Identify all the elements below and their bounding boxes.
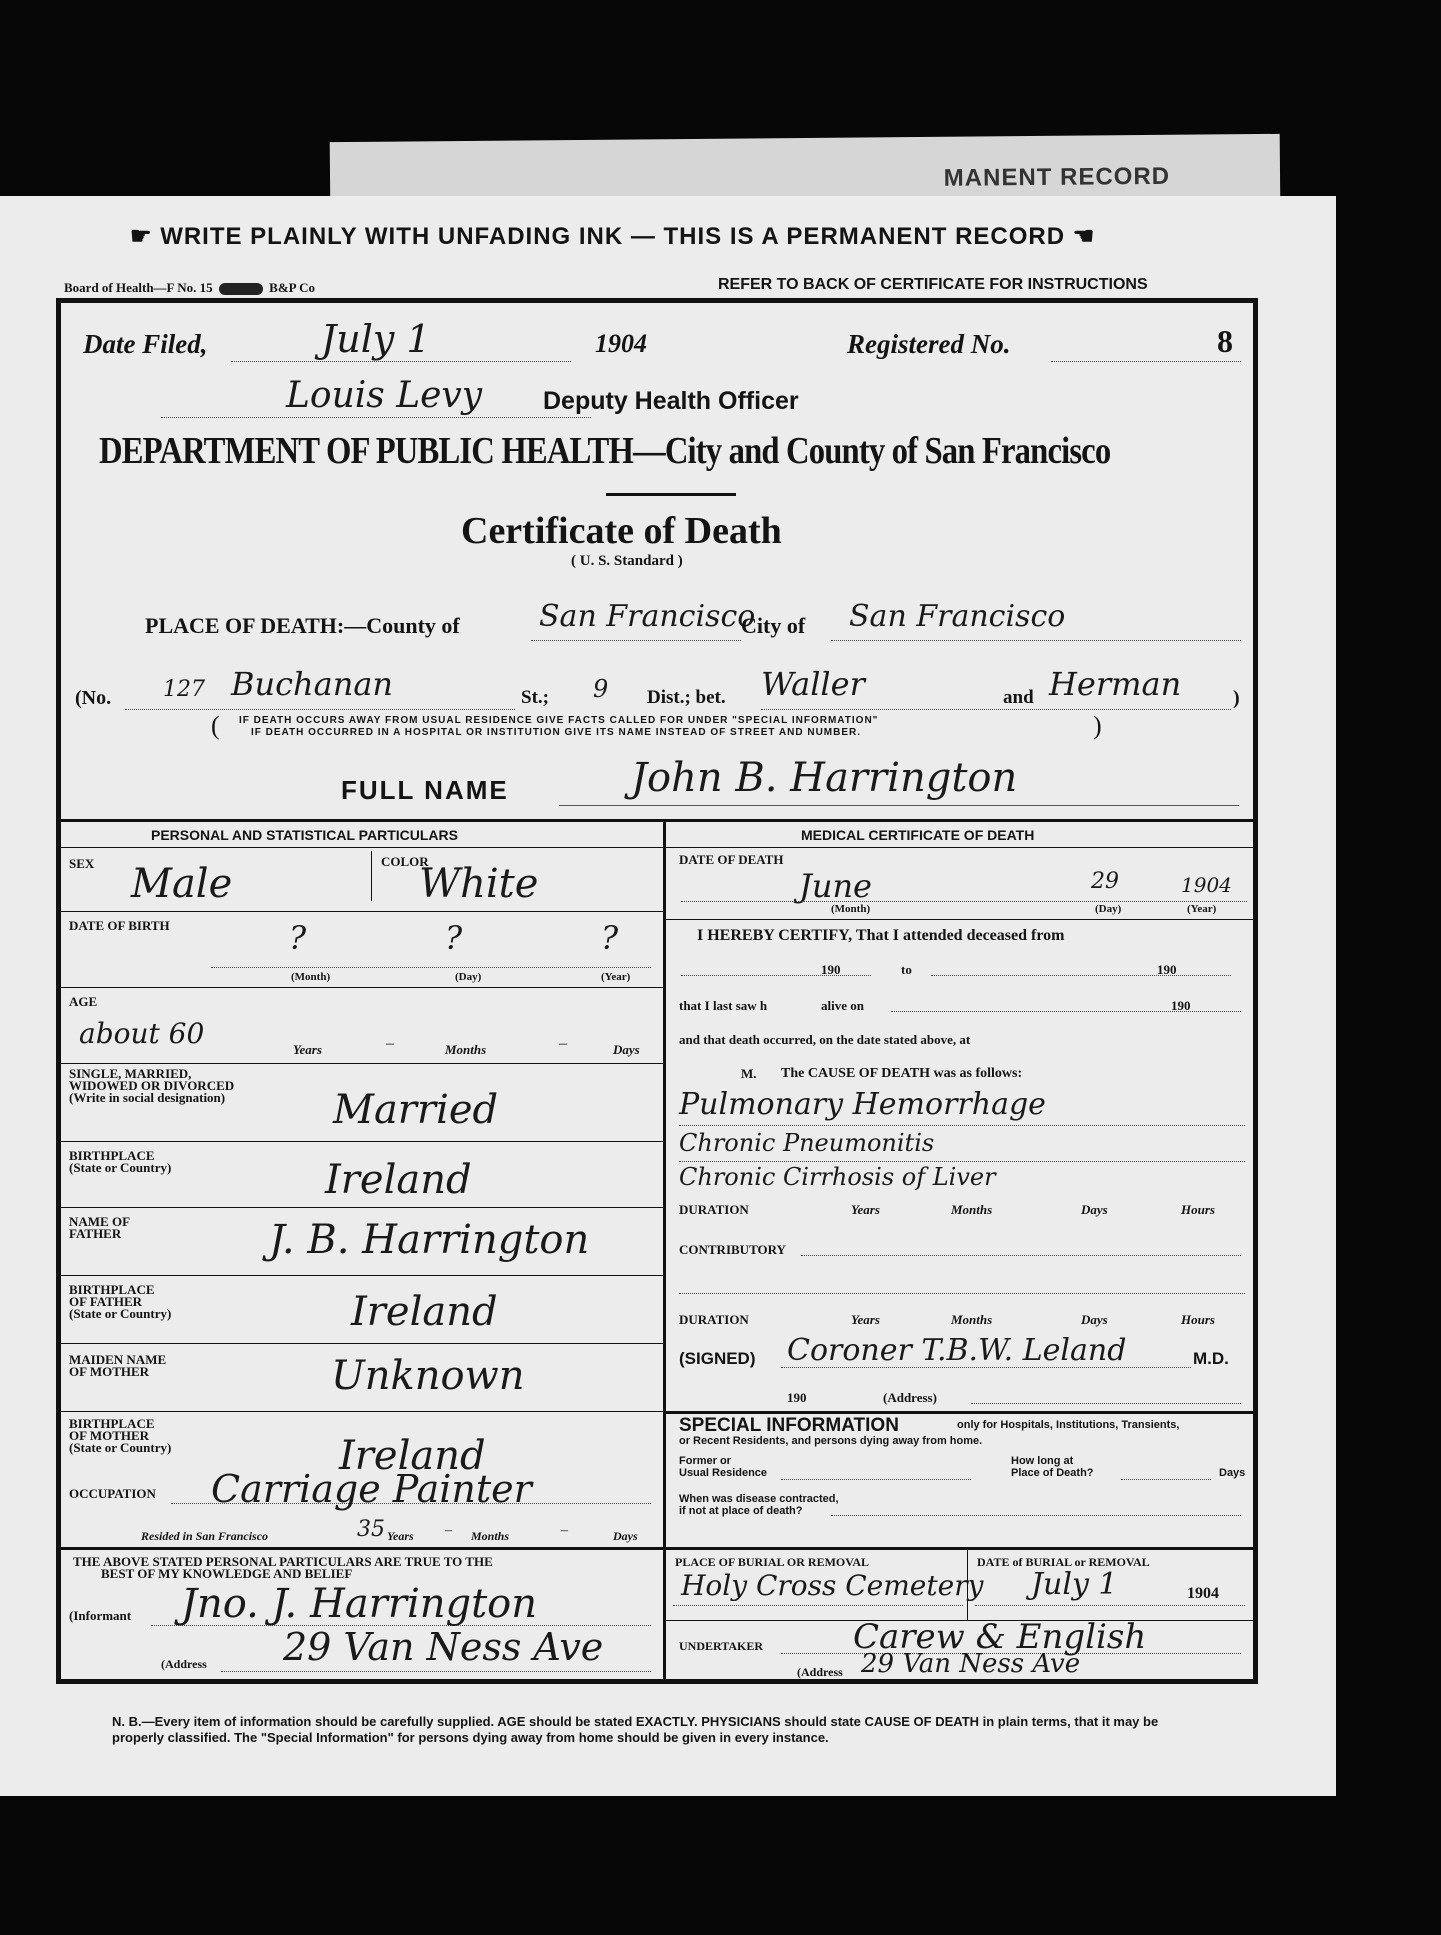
undertaker-address-label: (Address bbox=[797, 1665, 843, 1679]
birthplace-label-2: (State or Country) bbox=[69, 1160, 172, 1175]
between-street-2: Herman bbox=[1049, 665, 1182, 703]
resided-label: Resided in San Francisco bbox=[141, 1529, 269, 1543]
occupation-label: OCCUPATION bbox=[69, 1486, 156, 1501]
district-value: 9 bbox=[593, 675, 609, 703]
ink-banner bbox=[130, 222, 1095, 251]
informant-address-label: (Address bbox=[161, 1657, 207, 1671]
last-saw-label: that I last saw h bbox=[679, 998, 768, 1013]
duration-years-2: Years bbox=[851, 1312, 880, 1327]
mother-birthplace-label-1: BIRTHPLACE bbox=[69, 1416, 155, 1431]
duration-years: Years bbox=[851, 1202, 880, 1217]
death-day-caption: (Day) bbox=[1095, 903, 1122, 915]
between-street-1: Waller bbox=[761, 665, 865, 703]
color-value: White bbox=[419, 861, 539, 907]
occurred-line: and that death occurred, on the date stated above, at bbox=[679, 1032, 971, 1047]
mother-label-1: MAIDEN NAME bbox=[69, 1352, 167, 1367]
pointing-hand-icon: ☛ bbox=[130, 223, 161, 250]
undertaker-address-value: 29 Van Ness Ave bbox=[861, 1649, 1081, 1679]
sex-label: SEX bbox=[69, 856, 95, 871]
place-of-death-label: PLACE OF DEATH:—County of bbox=[145, 613, 460, 638]
former-residence-label-1: Former or bbox=[679, 1455, 731, 1467]
alive-on-190: 190 bbox=[1171, 998, 1191, 1013]
full-name-label: FULL NAME bbox=[341, 775, 509, 805]
informant-value: Jno. J. Harrington bbox=[181, 1581, 538, 1627]
duration-days-2: Days bbox=[1081, 1312, 1108, 1327]
burial-place-label: PLACE OF BURIAL OR REMOVAL bbox=[675, 1555, 870, 1569]
informant-label: (Informant bbox=[69, 1608, 132, 1623]
street-label: St.; bbox=[521, 687, 549, 708]
age-years-label: Years bbox=[293, 1042, 322, 1057]
registered-no-label: Registered No. bbox=[847, 329, 1011, 359]
father-birthplace-label-1: BIRTHPLACE bbox=[69, 1282, 155, 1297]
marital-label-3: (Write in social designation) bbox=[69, 1090, 226, 1105]
disease-contracted-label-2: if not at place of death? bbox=[679, 1505, 803, 1517]
personal-heading: PERSONAL AND STATISTICAL PARTICULARS bbox=[151, 827, 458, 843]
bracket-right: ) bbox=[1093, 711, 1102, 740]
death-day-value: 29 bbox=[1091, 869, 1119, 894]
duration-hours: Hours bbox=[1181, 1202, 1215, 1217]
special-info-subtitle-1: only for Hospitals, Institutions, Transients, bbox=[957, 1419, 1180, 1431]
cause-of-death-3: Chronic Cirrhosis of Liver bbox=[679, 1163, 996, 1191]
union-label-icon bbox=[219, 283, 263, 295]
city-value: San Francisco bbox=[849, 599, 1066, 634]
age-months-label: Months bbox=[445, 1042, 487, 1057]
officer-title: Deputy Health Officer bbox=[543, 387, 799, 415]
date-filed-value: July 1 bbox=[321, 317, 431, 361]
special-info-subtitle-2: or Recent Residents, and persons dying away from home. bbox=[679, 1435, 983, 1447]
dob-day-caption: (Day) bbox=[455, 971, 482, 983]
occupation-value: Carriage Painter bbox=[211, 1467, 532, 1511]
father-birthplace-value: Ireland bbox=[351, 1289, 498, 1335]
birthplace-value: Ireland bbox=[325, 1157, 472, 1203]
burial-date-label: DATE of BURIAL or REMOVAL bbox=[977, 1555, 1150, 1569]
duration-label-2: DURATION bbox=[679, 1312, 749, 1327]
how-long-days-label: Days bbox=[1219, 1467, 1246, 1479]
burial-date-value: July 1 bbox=[1031, 1567, 1118, 1602]
department-heading: DEPARTMENT OF PUBLIC HEALTH—City and County of San Francisco bbox=[99, 430, 1111, 472]
father-birthplace-label-2: OF FATHER bbox=[69, 1294, 143, 1309]
certificate-subtitle: ( U. S. Standard ) bbox=[571, 553, 683, 569]
underlying-sheet-text: MANENT RECORD bbox=[943, 162, 1171, 192]
certificate-frame bbox=[56, 298, 1258, 1684]
resided-years-value: 35 bbox=[357, 1517, 385, 1542]
marital-value: Married bbox=[333, 1087, 499, 1133]
dob-year-caption: (Year) bbox=[601, 971, 631, 983]
date-filed-year: 1904 bbox=[595, 329, 647, 358]
md-label: M.D. bbox=[1193, 1349, 1229, 1368]
death-certificate bbox=[0, 196, 1336, 1796]
footer-note: N. B.—Every item of information should be carefully supplied. AGE should be stated EXACTLY. PHYSICIANS should state CAUSE OF DEATH in plain terms, that it may be properly classified. The "Special Information" for persons dying away from home should be given in every instance. bbox=[112, 1714, 1159, 1745]
to-label: to bbox=[901, 962, 912, 977]
age-value: about 60 bbox=[79, 1017, 205, 1050]
death-year-caption: (Year) bbox=[1187, 903, 1217, 915]
birthplace-label-1: BIRTHPLACE bbox=[69, 1148, 155, 1163]
cause-of-death-2: Chronic Pneumonitis bbox=[679, 1129, 935, 1157]
informant-address-value: 29 Van Ness Ave bbox=[283, 1625, 604, 1669]
certify-line: I HEREBY CERTIFY, That I attended deceased from bbox=[697, 927, 1065, 944]
duration-days: Days bbox=[1081, 1202, 1108, 1217]
date-of-death-label: DATE OF DEATH bbox=[679, 852, 784, 867]
burial-date-year: 1904 bbox=[1187, 1585, 1219, 1602]
dob-label: DATE OF BIRTH bbox=[69, 918, 170, 933]
medical-heading: MEDICAL CERTIFICATE OF DEATH bbox=[801, 827, 1035, 843]
resided-days-value: – bbox=[561, 1523, 568, 1538]
mother-birthplace-value: Ireland bbox=[339, 1433, 486, 1479]
special-info-heading: SPECIAL INFORMATION bbox=[679, 1415, 899, 1436]
death-year-value: 1904 bbox=[1181, 873, 1232, 897]
refer-notice: REFER TO BACK OF CERTIFICATE FOR INSTRUCTIONS bbox=[718, 276, 1148, 293]
duration-hours-2: Hours bbox=[1181, 1312, 1215, 1327]
undertaker-value: Carew & English bbox=[853, 1617, 1147, 1657]
death-month-caption: (Month) bbox=[831, 903, 871, 915]
attended-from-190: 190 bbox=[821, 962, 841, 977]
age-label: AGE bbox=[69, 994, 98, 1009]
county-value: San Francisco bbox=[539, 599, 756, 634]
father-label-2: FATHER bbox=[69, 1226, 122, 1241]
mother-value: Unknown bbox=[331, 1353, 525, 1399]
pointing-hand-icon: ☚ bbox=[1065, 223, 1096, 250]
informant-statement-1: THE ABOVE STATED PERSONAL PARTICULARS ARE TRUE TO THE bbox=[73, 1554, 493, 1569]
street-number-label: (No. bbox=[75, 687, 112, 709]
how-long-label-1: How long at bbox=[1011, 1455, 1074, 1467]
marital-label-1: SINGLE, MARRIED, bbox=[69, 1066, 192, 1081]
father-value: J. B. Harrington bbox=[269, 1217, 590, 1263]
city-label: City of bbox=[741, 613, 806, 638]
resided-months-value: – bbox=[445, 1523, 452, 1538]
and-label: and bbox=[1003, 687, 1034, 708]
duration-months: Months bbox=[951, 1202, 993, 1217]
banner-text: WRITE PLAINLY WITH UNFADING INK — THIS IS A PERMANENT RECORD bbox=[160, 223, 1066, 250]
age-days-value: – bbox=[559, 1035, 567, 1052]
m-label: M. bbox=[741, 1066, 757, 1081]
date-filed-label: Date Filed, bbox=[83, 329, 208, 359]
mother-birthplace-label-2: OF MOTHER bbox=[69, 1428, 150, 1443]
board-of-health-label: Board of Health—F No. 15 bbox=[64, 280, 213, 295]
father-birthplace-label-3: (State or Country) bbox=[69, 1306, 172, 1321]
full-name-value: John B. Harrington bbox=[631, 755, 1018, 801]
marital-label-2: WIDOWED OR DIVORCED bbox=[69, 1078, 235, 1093]
undertaker-label: UNDERTAKER bbox=[679, 1639, 764, 1653]
duration-months-2: Months bbox=[951, 1312, 993, 1327]
street-name-value: Buchanan bbox=[231, 665, 394, 703]
officer-signature: Louis Levy bbox=[286, 375, 483, 416]
cause-of-death-1: Pulmonary Hemorrhage bbox=[679, 1087, 1046, 1122]
signature-190: 190 bbox=[787, 1390, 807, 1405]
contributory-label: CONTRIBUTORY bbox=[679, 1242, 786, 1257]
dob-month-caption: (Month) bbox=[291, 971, 331, 983]
disease-contracted-label-1: When was disease contracted, bbox=[679, 1493, 839, 1505]
place-note-1: IF DEATH OCCURS AWAY FROM USUAL RESIDENCE GIVE FACTS CALLED FOR UNDER "SPECIAL INFORMATION" bbox=[239, 715, 879, 726]
father-label-1: NAME OF bbox=[69, 1214, 131, 1229]
physician-signature: Coroner T.B.W. Leland bbox=[787, 1333, 1127, 1368]
age-months-value: – bbox=[386, 1035, 394, 1052]
burial-place-value: Holy Cross Cemetery bbox=[681, 1569, 984, 1602]
attended-to-190: 190 bbox=[1157, 962, 1177, 977]
former-residence-label-2: Usual Residence bbox=[679, 1467, 768, 1479]
printer-mark: B&P Co bbox=[269, 280, 316, 295]
dob-year: ? bbox=[601, 919, 619, 957]
resided-days-label: Days bbox=[613, 1529, 638, 1543]
age-days-label: Days bbox=[613, 1042, 640, 1057]
resided-years-label: Years bbox=[387, 1529, 414, 1543]
certificate-title: Certificate of Death bbox=[461, 510, 782, 552]
mother-label-2: OF MOTHER bbox=[69, 1364, 150, 1379]
resided-months-label: Months bbox=[471, 1529, 510, 1543]
physician-address-label: (Address) bbox=[883, 1390, 937, 1405]
close-paren: ) bbox=[1233, 687, 1240, 709]
registered-no-value: 8 bbox=[1217, 323, 1233, 359]
color-label: COLOR bbox=[381, 854, 429, 869]
dob-day: ? bbox=[445, 919, 463, 957]
cause-of-death-line: The CAUSE OF DEATH was as follows: bbox=[781, 1066, 1023, 1081]
place-note-2: IF DEATH OCCURRED IN A HOSPITAL OR INSTITUTION GIVE ITS NAME INSTEAD OF STREET AND NUMBER. bbox=[251, 727, 862, 738]
duration-label: DURATION bbox=[679, 1202, 749, 1217]
mother-birthplace-label-3: (State or Country) bbox=[69, 1440, 172, 1455]
dob-month: ? bbox=[289, 919, 307, 957]
death-month-value: June bbox=[799, 867, 872, 905]
form-number bbox=[64, 280, 315, 296]
district-label: Dist.; bet. bbox=[647, 687, 726, 708]
sex-value: Male bbox=[131, 861, 233, 907]
bracket-left: ( bbox=[211, 711, 220, 740]
signed-label: (SIGNED) bbox=[679, 1349, 756, 1368]
informant-statement-2: BEST OF MY KNOWLEDGE AND BELIEF bbox=[101, 1566, 353, 1581]
alive-on-label: alive on bbox=[821, 998, 864, 1013]
how-long-label-2: Place of Death? bbox=[1011, 1467, 1094, 1479]
street-number-value: 127 bbox=[163, 677, 205, 702]
